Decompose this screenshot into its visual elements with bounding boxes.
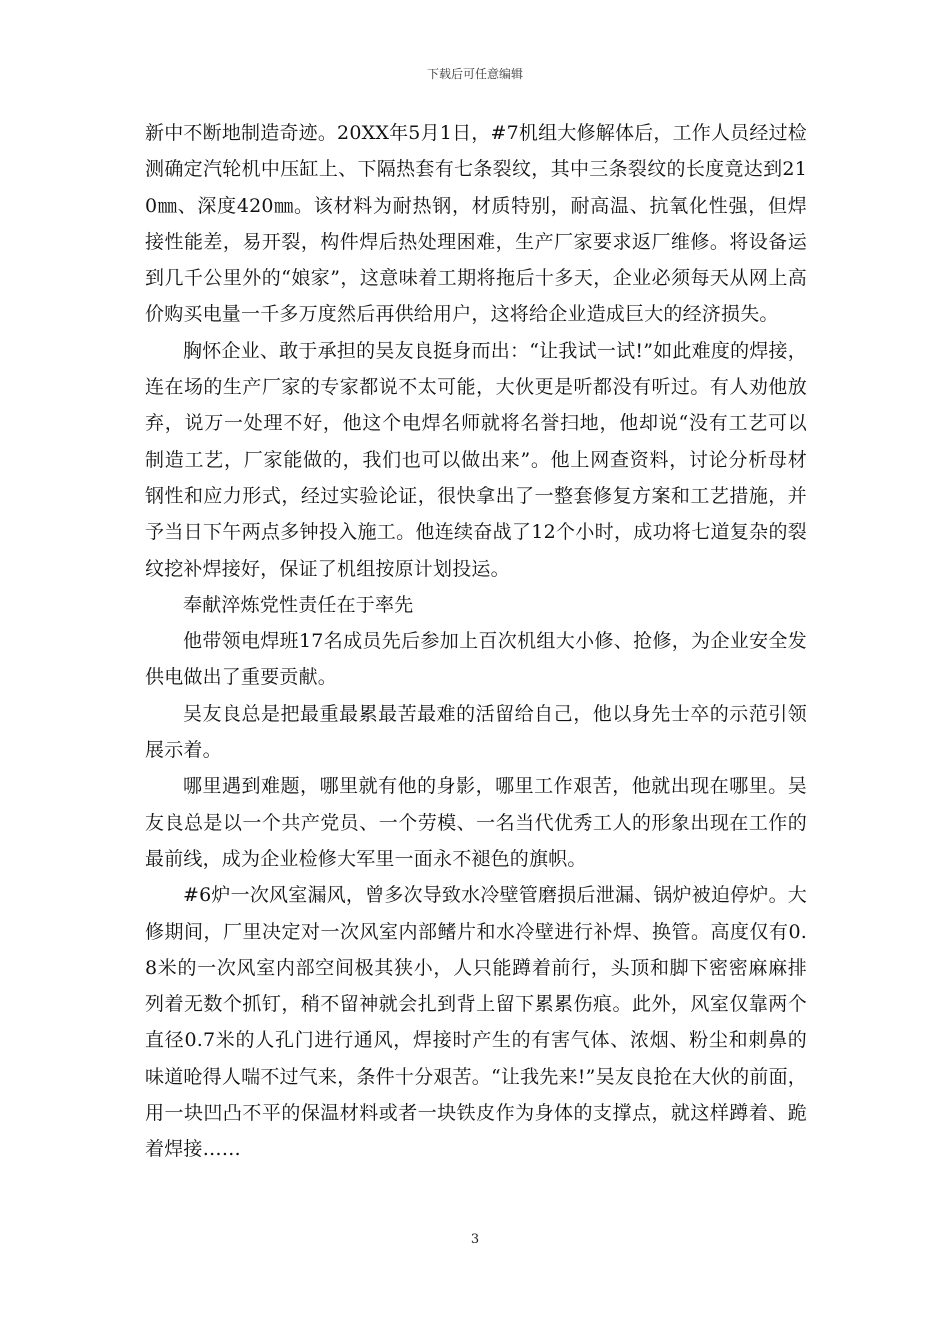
paragraph-5: 哪里遇到难题，哪里就有他的身影，哪里工作艰苦，他就出现在哪里。吴友良总是以一个共产党员、一个劳模、一名当代优秀工人的形象出现在工作的最前线，成为企业检修大军里一面永不褪色的旗帜。 xyxy=(145,775,807,870)
document-body xyxy=(145,115,807,1168)
page-number: 3 xyxy=(470,1232,480,1247)
paragraph-2: 胸怀企业、敢于承担的吴友良挺身而出：“让我试一试!”如此难度的焊接，连在场的生产厂家的专家都说不太可能，大伙更是听都没有听过。有人劝他放弃，说万一处理不好，他这个电焊名师就将名誉扫地，他却说“没有工艺可以制造工艺，厂家能做的，我们也可以做出来”。他上网查资料，讨论分析母材钢性和应力形式，经过实验论证，很快拿出了一整套修复方案和工艺措施，并予当日下午两点多钟投入施工。他连续奋战了12个小时，成功将七道复杂的裂纹挖补焊接好，保证了机组按原计划投运。 xyxy=(145,339,807,580)
page-header: 下载后可任意编辑 xyxy=(426,67,523,81)
paragraph-1: 新中不断地制造奇迹。20XX年5月1日，#7机组大修解体后，工作人员经过检测确定汽轮机中压缸上、下隔热套有七条裂纹，其中三条裂纹的长度竟达到210㎜、深度420㎜。该材料为耐热钢，材质特别，耐高温、抗氧化性强，但焊接性能差，易开裂，构件焊后热处理困难，生产厂家要求返厂维修。将设备运到几千公里外的“娘家”，这意味着工期将拖后十多天，企业必须每天从网上高价购买电量一千多万度然后再供给用户，这将给企业造成巨大的经济损失。 xyxy=(145,122,807,326)
paragraph-6: #6炉一次风室漏风，曾多次导致水冷壁管磨损后泄漏、锅炉被迫停炉。大修期间，厂里决定对一次风室内部鳍片和水冷壁进行补焊、换管。高度仅有0.8米的一次风室内部空间极其狭小，人只能蹲着前行，头顶和脚下密密麻麻排列着无数个抓钉，稍不留神就会扎到背上留下累累伤痕。此外，风室仅靠两个直径0.7米的人孔门进行通风，焊接时产生的有害气体、浓烟、粉尘和刺鼻的味道呛得人喘不过气来，条件十分艰苦。“让我先来!”吴友良抢在大伙的前面，用一块凹凸不平的保温材料或者一块铁皮作为身体的支撑点，就这样蹲着、跪着焊接…… xyxy=(145,884,807,1161)
paragraph-3: 他带领电焊班17名成员先后参加上百次机组大小修、抢修，为企业安全发供电做出了重要贡献。 xyxy=(145,630,807,689)
section-heading: 奉献淬炼党性责任在于率先 xyxy=(183,593,414,616)
paragraph-4: 吴友良总是把最重最累最苦最难的活留给自己，他以身先士卒的示范引领展示着。 xyxy=(145,702,807,762)
